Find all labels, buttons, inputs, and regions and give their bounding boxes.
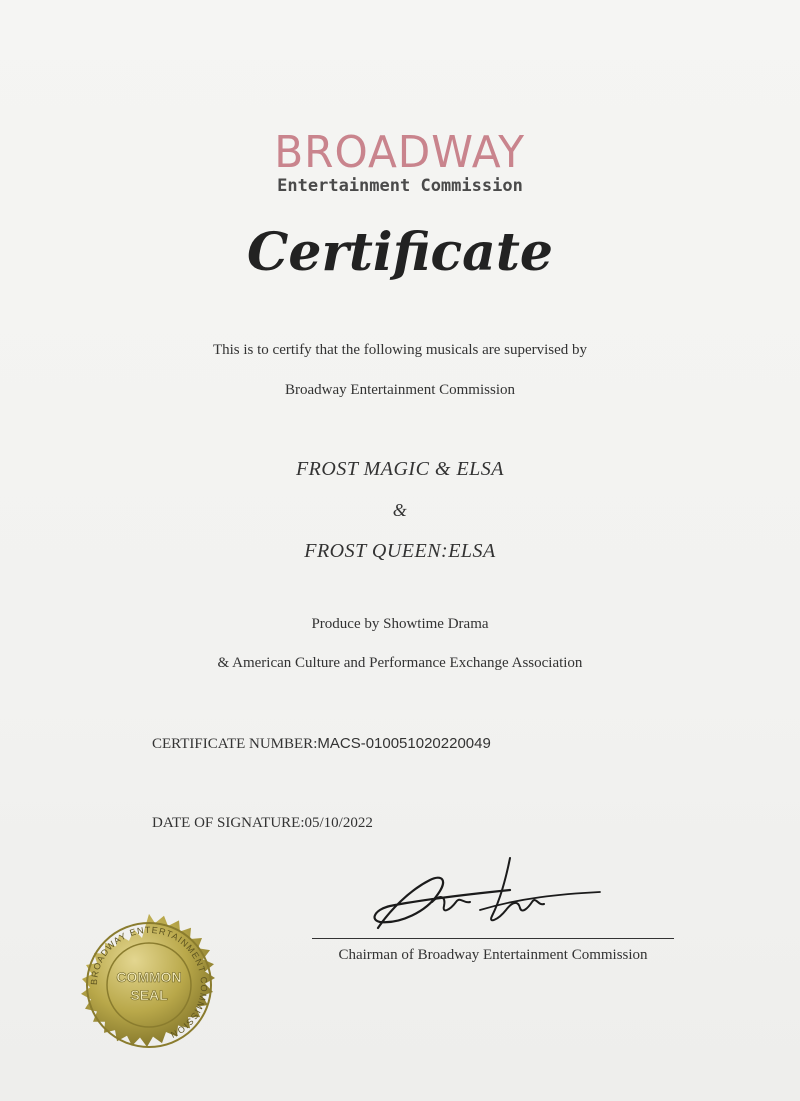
commission-logo: [0, 128, 800, 196]
musical-joiner: &: [392, 500, 408, 520]
seal-text-line1: COMMON: [116, 969, 182, 985]
logo-subtitle: Entertainment Commission: [277, 176, 523, 196]
date-of-signature: [152, 815, 373, 832]
signatory-caption: Chairman of Broadway Entertainment Commission: [338, 947, 648, 963]
certificate-title: Certificate: [247, 222, 553, 283]
musical-title-1: FROST MAGIC & ELSA: [295, 458, 505, 480]
certify-text-line2: Broadway Entertainment Commission: [285, 382, 515, 398]
seal-ring-text: BROADWAY ENTERTAINMENT COMMISSION: [88, 924, 210, 1041]
musical-title-2: FROST QUEEN:ELSA: [304, 540, 496, 562]
certify-text-line1: This is to certify that the following musicals are supervised by: [212, 342, 588, 358]
logo-brand: BROADWAY: [274, 127, 526, 178]
producer-line1: Produce by Showtime Drama: [311, 616, 489, 632]
date-of-signature-label: DATE OF SIGNATURE:: [152, 815, 305, 831]
date-of-signature-value: 05/10/2022: [304, 815, 373, 831]
certificate-number-label: CERTIFICATE NUMBER:: [152, 736, 318, 752]
certificate-number-value: MACS-010051020220049: [317, 735, 491, 752]
seal-text-line2: SEAL: [130, 987, 168, 1003]
signature-line: [312, 938, 674, 939]
chairman-signature: [360, 850, 610, 940]
producer-line2: & American Culture and Performance Exchange Association: [217, 655, 583, 671]
common-seal-icon: [64, 900, 234, 1070]
certificate-number: [152, 735, 491, 753]
